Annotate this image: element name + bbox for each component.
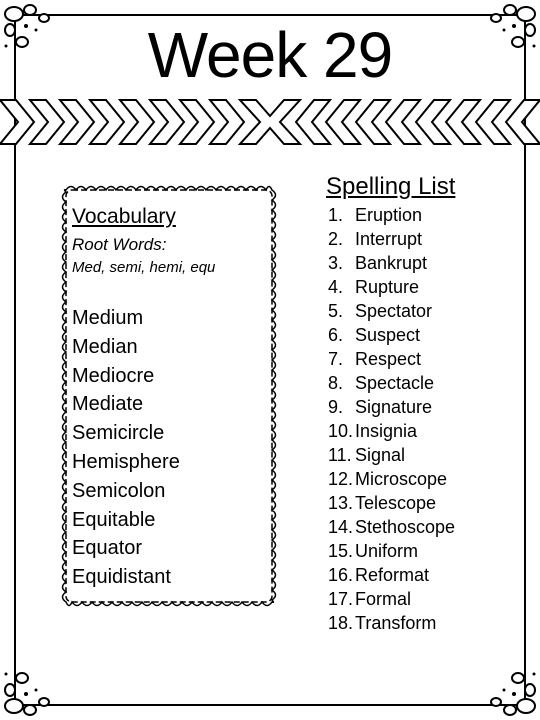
- item-number: 11.: [328, 445, 352, 465]
- spelling-item: [328, 251, 455, 275]
- spelling-item: [328, 275, 455, 299]
- item-number: 6.: [328, 325, 344, 345]
- spelling-item: [328, 491, 455, 515]
- vocab-word: Mediate: [72, 393, 144, 416]
- item-number: 10.: [328, 421, 354, 441]
- spelling-word: Signature: [355, 397, 433, 417]
- spelling-item: [328, 443, 455, 467]
- spelling-word: Spectator: [355, 301, 433, 321]
- spelling-word: Microscope: [355, 469, 448, 489]
- spelling-list-heading: Spelling List: [326, 173, 456, 200]
- spelling-word: Reformat: [355, 565, 430, 585]
- spelling-word: Bankrupt: [355, 253, 428, 273]
- spelling-word: Interrupt: [355, 229, 423, 249]
- spelling-item: [328, 323, 455, 347]
- spelling-item: [328, 371, 455, 395]
- item-number: 4.: [328, 277, 344, 297]
- item-number: 8.: [328, 373, 344, 393]
- spelling-word: Transform: [355, 613, 437, 633]
- spelling-word: Eruption: [355, 205, 423, 225]
- vocab-word: Semicircle: [72, 422, 165, 445]
- spelling-word: Insignia: [355, 421, 418, 441]
- page-title: Week 29: [147, 19, 393, 91]
- chevron-banner: [0, 96, 540, 148]
- root-words-label: Root Words:: [72, 235, 167, 254]
- item-number: 13.: [328, 493, 354, 513]
- spelling-item: [328, 419, 455, 443]
- spelling-item: [328, 539, 455, 563]
- spelling-item: [328, 467, 455, 491]
- spelling-word: Uniform: [355, 541, 419, 561]
- vocab-word: Equitable: [72, 508, 156, 531]
- spelling-word: Spectacle: [355, 373, 435, 393]
- item-number: 5.: [328, 301, 344, 321]
- item-number: 17.: [328, 589, 354, 609]
- vocab-word: Equator: [72, 537, 143, 560]
- vocab-word: Semicolon: [72, 479, 166, 502]
- item-number: 9.: [328, 397, 344, 417]
- spelling-item: [328, 203, 455, 227]
- vocab-word: Equidistant: [72, 566, 171, 589]
- root-words-list: Med, semi, hemi, equ: [72, 259, 216, 276]
- spelling-word: Signal: [355, 445, 406, 465]
- item-number: 1.: [328, 205, 344, 225]
- vocab-word: Median: [72, 335, 138, 358]
- spelling-item: [328, 347, 455, 371]
- vocab-word: Hemisphere: [72, 450, 180, 473]
- corner-doodle-bottom-right: [480, 660, 540, 720]
- spelling-item: [328, 299, 455, 323]
- item-number: 12.: [328, 469, 354, 489]
- item-number: 3.: [328, 253, 344, 273]
- spelling-item: [328, 587, 455, 611]
- spelling-item: [328, 563, 455, 587]
- item-number: 7.: [328, 349, 344, 369]
- spelling-item: [328, 611, 455, 635]
- spelling-word: Suspect: [355, 325, 421, 345]
- item-number: 15.: [328, 541, 354, 561]
- spelling-word-list: [328, 203, 455, 635]
- item-number: 18.: [328, 613, 354, 633]
- spelling-word: Telescope: [355, 493, 437, 513]
- corner-doodle-bottom-left: [0, 660, 60, 720]
- spelling-item: [328, 395, 455, 419]
- vocabulary-heading: Vocabulary: [72, 205, 176, 228]
- spelling-item: [328, 515, 455, 539]
- spelling-word: Respect: [355, 349, 422, 369]
- spelling-item: [328, 227, 455, 251]
- item-number: 2.: [328, 229, 344, 249]
- item-number: 14.: [328, 517, 354, 537]
- item-number: 16.: [328, 565, 354, 585]
- vocab-word: Mediocre: [72, 364, 155, 387]
- spelling-word: Stethoscope: [355, 517, 456, 537]
- spelling-word: Formal: [355, 589, 412, 609]
- vocabulary-word-list: [72, 304, 180, 592]
- vocab-word: Medium: [72, 307, 144, 329]
- spelling-word: Rupture: [355, 277, 420, 297]
